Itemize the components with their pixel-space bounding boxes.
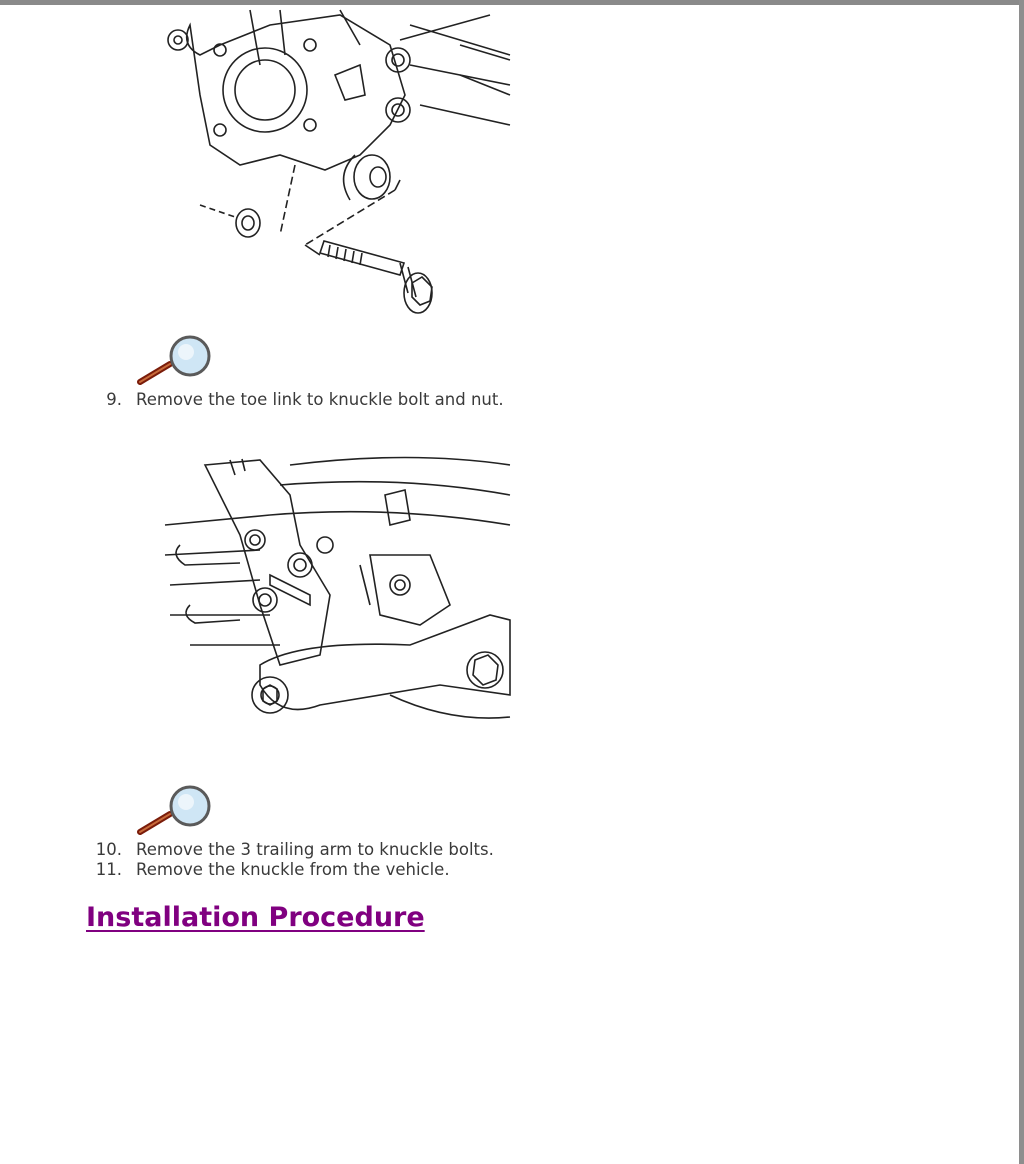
trailing-arm-knuckle-bolts-illustration bbox=[160, 455, 515, 740]
magnifying-glass-icon bbox=[134, 782, 214, 842]
step-text: Remove the 3 trailing arm to knuckle bolts. bbox=[136, 840, 494, 859]
step-text: Remove the knuckle from the vehicle. bbox=[136, 860, 450, 879]
installation-procedure-heading-link[interactable]: Installation Procedure bbox=[86, 902, 425, 933]
toe-link-knuckle-bolt-illustration bbox=[160, 5, 520, 320]
step-number: 9. bbox=[106, 390, 122, 409]
list-item bbox=[86, 860, 494, 880]
removal-steps-list-2 bbox=[86, 840, 494, 880]
step-number: 10. bbox=[95, 840, 122, 859]
step-number: 11. bbox=[95, 860, 122, 879]
step-text: Remove the toe link to knuckle bolt and nut. bbox=[136, 390, 504, 409]
scrollbar[interactable] bbox=[1019, 0, 1024, 1164]
magnifying-glass-icon bbox=[134, 332, 214, 392]
list-item bbox=[86, 840, 494, 860]
list-item bbox=[86, 390, 504, 410]
zoom-illustration-1-button[interactable] bbox=[134, 332, 214, 392]
removal-steps-list-1 bbox=[86, 390, 504, 410]
zoom-illustration-2-button[interactable] bbox=[134, 782, 214, 842]
